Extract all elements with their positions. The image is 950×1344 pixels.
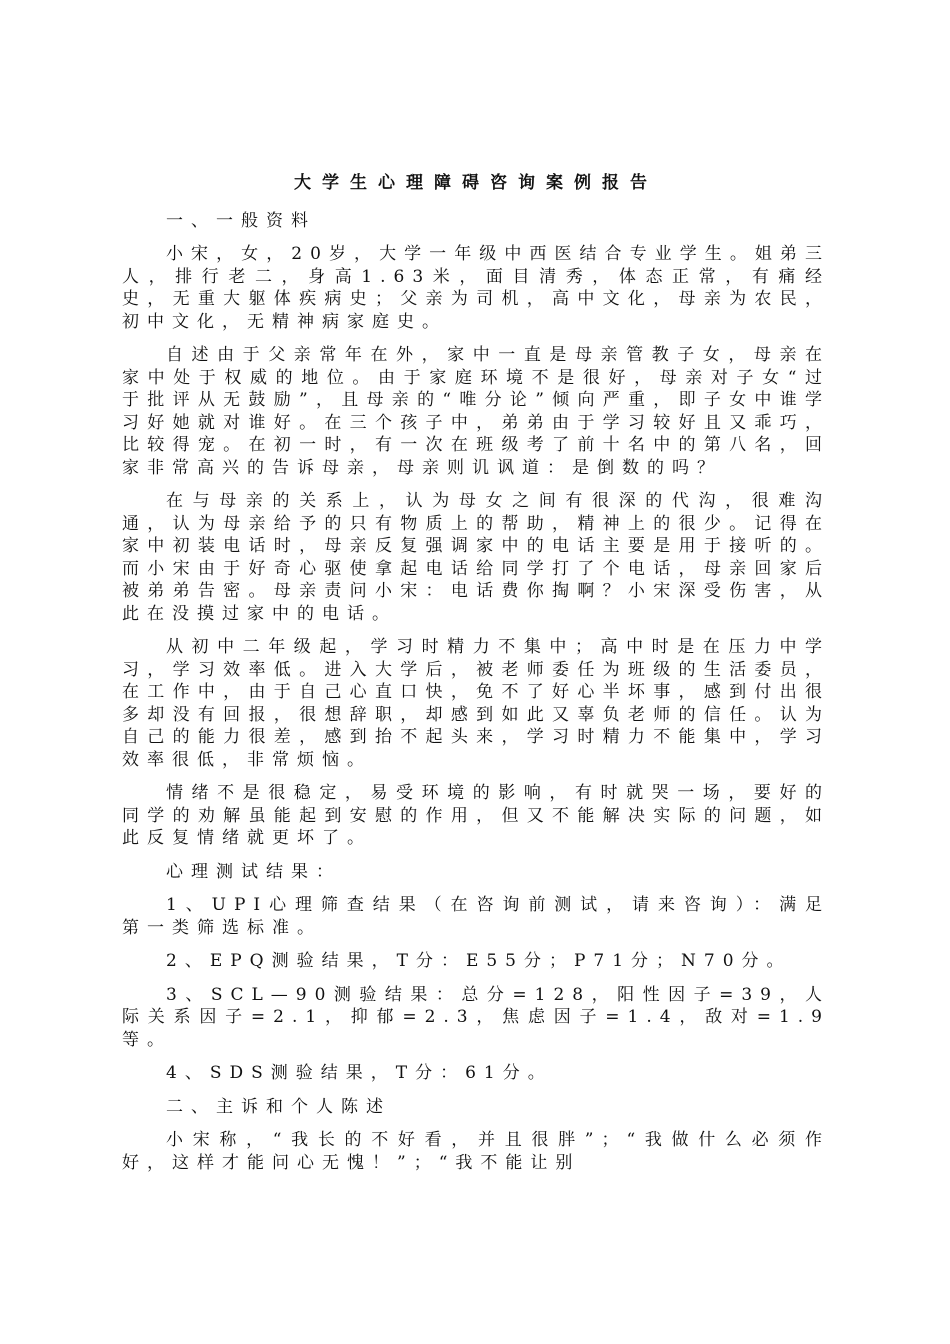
paragraph-study-problems: 从初中二年级起，学习时精力不集中；高中时是在压力中学习，学习效率低。进入大学后，被老师委任为班级的生活委员，在工作中，由于自己心直口快，免不了好心半坏事，感到付出很多却没有回报，很想辞职，却感到如此又辜负老师的信任。认为自己的能力很差，感到抬不起头来，学习时精力不能集中，学习效率很低，非常烦恼。 [122, 637, 830, 770]
document-title: 大学生心理障碍咨询案例报告 [294, 173, 658, 193]
test-result-scl90: 3、SCL—90测验结果：总分=128，阳性因子=39，人际关系因子=2.1，抑郁=2.3，焦虑因子=1.4，敌对=1.9等。 [122, 984, 830, 1050]
test-result-upi: 1、UPI心理筛查结果（在咨询前测试，请来咨询）：满足第一类筛选标准。 [122, 895, 830, 938]
test-result-sds: 4、SDS测验结果，T分：61分。 [166, 1063, 553, 1083]
paragraph-personal-statement: 小宋称，“我长的不好看，并且很胖”；“我做什么必须作好，这样才能问心无愧！”；“我不能让别 [122, 1130, 830, 1173]
paragraph-emotions: 情绪不是很稳定，易受环境的影响，有时就哭一场，要好的同学的劝解虽能起到安慰的作用，但又不能解决实际的问题，如此反复情绪就更坏了。 [122, 783, 830, 848]
section-heading-complaint: 二、主诉和个人陈述 [166, 1096, 391, 1117]
paragraph-mother-relationship: 在与母亲的关系上，认为母女之间有很深的代沟，很难沟通，认为母亲给予的只有物质上的帮助，精神上的很少。记得在家中初装电话时，母亲反复强调家中的电话主要是用于接听的。而小宋由于好奇心驱使拿起电话给同学打了个电话，母亲回家后被弟弟告密。母亲责问小宋：电话费你掏啊？小宋深受伤害，从此在没摸过家中的电话。 [122, 491, 830, 624]
section-heading-general-info: 一、一般资料 [166, 210, 316, 231]
document-body [122, 172, 830, 1185]
paragraph-basic-info: 小宋，女，20岁，大学一年级中西医结合专业学生。姐弟三人，排行老二，身高1.63米，面目清秀，体态正常，有痛经史，无重大躯体疾病史；父亲为司机，高中文化，母亲为农民，初中文化，无精神病家庭史。 [122, 244, 830, 332]
paragraph-family-background: 自述由于父亲常年在外，家中一直是母亲管教子女，母亲在家中处于权威的地位。由于家庭环境不是很好，母亲对子女“过于批评从无鼓励”，且母亲的“唯分论”倾向严重，即子女中谁学习好她就对谁好。在三个孩子中，弟弟由于学习较好且又乖巧，比较得宠。在初一时，有一次在班级考了前十名中的第八名，回家非常高兴的告诉母亲，母亲则讥讽道：是倒数的吗？ [122, 345, 830, 478]
test-result-epq: 2、EPQ测验结果，T分：E55分；P71分；N70分。 [166, 951, 792, 971]
test-results-heading: 心理测试结果： [166, 861, 341, 882]
